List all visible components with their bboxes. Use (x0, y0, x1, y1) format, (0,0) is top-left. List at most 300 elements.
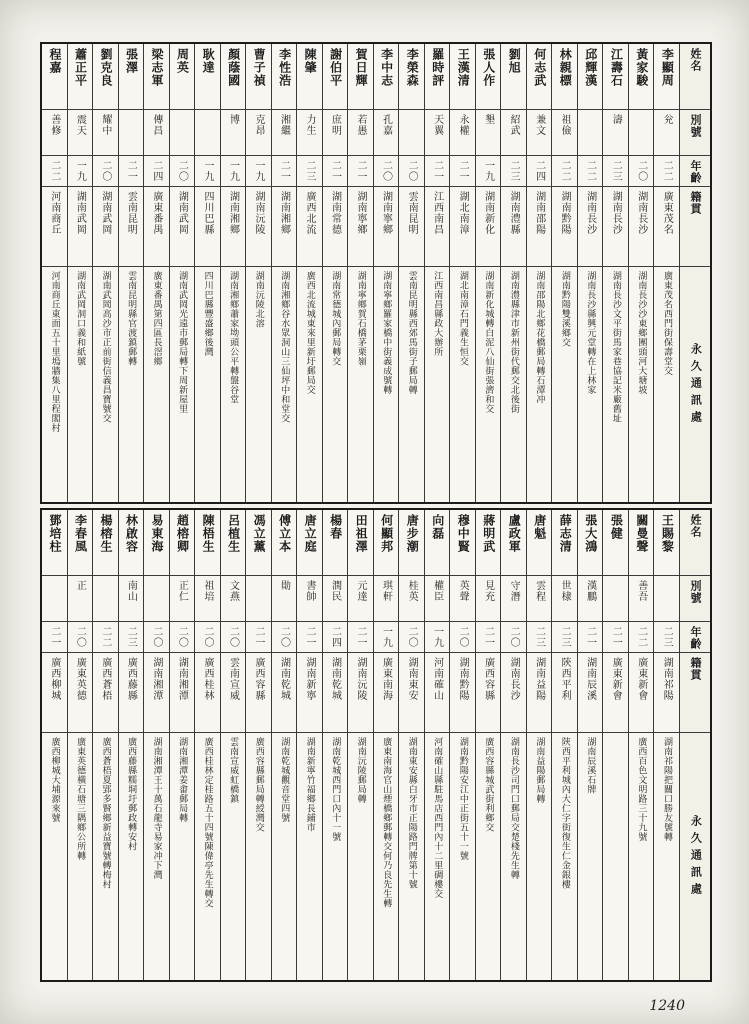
header-age (680, 621, 710, 653)
person-alias (348, 576, 373, 622)
person-column (119, 44, 145, 502)
person-native-place (348, 653, 373, 733)
person-native-place (42, 653, 67, 733)
person-native-place (195, 653, 220, 733)
person-name (93, 510, 118, 576)
person-age-text: 一九 (482, 160, 494, 182)
person-address (476, 733, 501, 980)
person-name-text: 陳肇 (303, 48, 318, 74)
person-name (246, 510, 271, 576)
person-age-text: 二〇 (227, 626, 239, 648)
person-age (425, 155, 450, 187)
person-age (297, 155, 322, 187)
person-native-place (246, 653, 271, 733)
person-alias (144, 576, 169, 622)
person-address-text: 廣西柳城大埔源來號 (49, 737, 60, 823)
person-address-text: 湖南長沙縣興元堂轉在上林家 (585, 271, 596, 395)
person-address (348, 267, 373, 502)
person-native-place-text: 湖南祁陽 (661, 657, 673, 701)
person-native-place (323, 187, 348, 267)
person-alias-text: 兼文 (533, 114, 545, 136)
person-name (272, 44, 297, 110)
person-native-place-text: 湖南黔陽 (559, 191, 571, 235)
person-age-text: 二〇 (406, 626, 418, 648)
person-name-text: 蕭正平 (73, 48, 88, 87)
person-alias (119, 110, 144, 156)
person-column (93, 510, 119, 980)
person-alias (578, 110, 603, 156)
person-native-place-text: 湖南沅陵 (355, 657, 367, 701)
person-alias-text: 桂英 (406, 580, 418, 602)
person-name (246, 44, 271, 110)
person-address-text: 湖南乾城觀音堂四號 (279, 737, 290, 823)
person-name-text: 林啟容 (124, 514, 139, 553)
person-name (450, 510, 475, 576)
person-alias (170, 576, 195, 622)
person-native-place (654, 187, 679, 267)
person-column (246, 510, 272, 980)
person-address-text: 湖南湘潭姜畬郵局轉 (177, 737, 188, 823)
person-name-text: 傅立本 (277, 514, 292, 553)
person-native-place-text: 廣東番禺 (150, 191, 162, 235)
person-alias-text: 權臣 (431, 580, 443, 602)
person-age (272, 155, 297, 187)
person-name-text: 羅時評 (430, 48, 445, 87)
person-address-text: 湖南黔陽雙溪鄉交 (559, 271, 570, 347)
person-age (501, 621, 526, 653)
person-age (578, 621, 603, 653)
person-address-text: 廣東茂名西門街保壽堂交 (661, 271, 672, 376)
person-age (246, 621, 271, 653)
person-name-text: 梁志軍 (150, 48, 165, 87)
person-age (476, 621, 501, 653)
person-column (144, 510, 170, 980)
person-name (501, 510, 526, 576)
person-column (476, 510, 502, 980)
person-address (552, 733, 577, 980)
person-native-place-text: 廣西桂林 (201, 657, 213, 701)
person-age-text: 一九 (74, 160, 86, 182)
person-address-text: 湖南辰溪石牌 (585, 737, 596, 794)
person-address (93, 267, 118, 502)
person-native-place-text: 廣東新會 (610, 657, 622, 701)
person-alias (603, 576, 628, 622)
person-address (323, 267, 348, 502)
person-name-text: 關曼聲 (634, 514, 649, 553)
header-alias-text: 別號 (689, 580, 703, 604)
person-name (272, 510, 297, 576)
person-name-text: 李榮森 (405, 48, 420, 87)
person-native-place (476, 653, 501, 733)
person-age (323, 621, 348, 653)
person-age-text: 二〇 (74, 626, 86, 648)
person-native-place (144, 187, 169, 267)
person-address (425, 733, 450, 980)
person-native-place (527, 187, 552, 267)
person-alias (399, 110, 424, 156)
person-column (348, 510, 374, 980)
person-alias (272, 576, 297, 622)
person-address (246, 267, 271, 502)
row-headers-column (680, 44, 710, 502)
person-name (93, 44, 118, 110)
person-name (323, 44, 348, 110)
person-address (501, 267, 526, 502)
person-address (552, 267, 577, 502)
person-name (195, 44, 220, 110)
person-age-text: 二一 (610, 626, 622, 648)
person-age (603, 155, 628, 187)
person-native-place-text: 湖南武岡 (74, 191, 86, 235)
person-alias-text: 英聲 (457, 580, 469, 602)
person-alias (450, 110, 475, 156)
person-native-place-text: 湖南湘鄉 (227, 191, 239, 235)
person-column (425, 510, 451, 980)
person-name (476, 510, 501, 576)
person-name (42, 510, 67, 576)
person-address-text: 廣西桂林定桂路五十四號陳偉亭先生轉交 (202, 737, 213, 908)
person-alias-text: 文燕 (227, 580, 239, 602)
person-address-text: 廣西容縣郵局轉綬灣交 (253, 737, 264, 832)
person-alias (170, 110, 195, 156)
person-native-place-text: 河南確山 (431, 657, 443, 701)
header-alias (680, 576, 710, 622)
person-age (323, 155, 348, 187)
person-name (603, 44, 628, 110)
person-native-place-text: 廣西容縣 (252, 657, 264, 701)
person-alias (195, 576, 220, 622)
person-address-text: 湖南乾城西門口內十一號 (330, 737, 341, 842)
person-address (603, 733, 628, 980)
person-alias (425, 576, 450, 622)
person-native-place-text: 湖南長沙 (584, 191, 596, 235)
person-age (374, 621, 399, 653)
person-native-place-text: 江西南昌 (431, 191, 443, 235)
person-column (42, 510, 68, 980)
person-alias (93, 110, 118, 156)
person-name (68, 510, 93, 576)
person-age-text: 二〇 (508, 626, 520, 648)
person-native-place (527, 653, 552, 733)
person-native-place (374, 653, 399, 733)
person-name (527, 44, 552, 110)
person-age (476, 155, 501, 187)
person-alias-text: 孔嘉 (380, 114, 392, 136)
person-age-text: 一九 (252, 160, 264, 182)
person-age-text: 二〇 (278, 626, 290, 648)
person-address-text: 雲南宣威虹橋鎮 (228, 737, 239, 804)
person-age-text: 二四 (150, 160, 162, 182)
person-name-text: 向磊 (430, 514, 445, 540)
person-address (527, 267, 552, 502)
person-column (476, 44, 502, 502)
person-name-text: 唐魁 (532, 514, 547, 540)
person-name (144, 44, 169, 110)
person-address-text: 江西南昌縣政大辦所 (432, 271, 443, 357)
person-address (68, 733, 93, 980)
person-native-place-text: 湖南東安 (406, 657, 418, 701)
person-alias-text: 耀中 (99, 114, 111, 136)
person-alias (221, 576, 246, 622)
person-name-text: 邱輝漢 (583, 48, 598, 87)
person-address (425, 267, 450, 502)
person-native-place-text: 雲南宣威 (227, 657, 239, 701)
person-age (119, 621, 144, 653)
person-native-place (68, 653, 93, 733)
directory-band-bottom (40, 508, 712, 982)
person-alias-text: 祖儉 (559, 114, 571, 136)
person-alias (221, 110, 246, 156)
person-native-place (195, 187, 220, 267)
person-alias (119, 576, 144, 622)
person-name (119, 510, 144, 576)
person-column (323, 510, 349, 980)
person-address (297, 733, 322, 980)
header-name-text: 姓名 (689, 514, 703, 538)
person-address (603, 267, 628, 502)
person-name-text: 王漢清 (456, 48, 471, 87)
person-name-text: 陳梧生 (201, 514, 216, 553)
directory-band-top (40, 42, 712, 504)
directory-table (40, 42, 712, 982)
person-alias (603, 110, 628, 156)
person-age (93, 155, 118, 187)
person-alias-text: 傳昌 (150, 114, 162, 136)
person-name-text: 周英 (175, 48, 190, 74)
person-native-place (170, 187, 195, 267)
person-name-text: 馮立薰 (252, 514, 267, 553)
person-native-place-text: 湖南湘鄉 (278, 191, 290, 235)
person-name-text: 顏蔭國 (226, 48, 241, 87)
person-name-text: 盧政軍 (507, 514, 522, 553)
person-age-text: 二〇 (635, 160, 647, 182)
person-age-text: 二三 (610, 160, 622, 182)
person-address (144, 733, 169, 980)
person-native-place-text: 湖南常德 (329, 191, 341, 235)
person-column (578, 510, 604, 980)
person-name (297, 510, 322, 576)
person-alias (68, 576, 93, 622)
person-native-place-text: 湖南沅陵 (252, 191, 264, 235)
person-alias-text: 潤民 (329, 580, 341, 602)
person-age-text: 二〇 (201, 626, 213, 648)
person-name-text: 李性浩 (277, 48, 292, 87)
person-name (221, 44, 246, 110)
person-native-place (629, 187, 654, 267)
person-native-place (170, 653, 195, 733)
person-age-text: 二一 (355, 160, 367, 182)
person-native-place-text: 湖南長沙 (508, 657, 520, 701)
person-name (552, 510, 577, 576)
person-alias-text: 震天 (74, 114, 86, 136)
person-address (629, 733, 654, 980)
person-age (93, 621, 118, 653)
person-native-place-text: 湖南長沙 (635, 191, 647, 235)
person-address-text: 廣西百色文明路三十九號 (636, 737, 647, 842)
person-address (42, 733, 67, 980)
person-native-place (450, 653, 475, 733)
person-alias-text: 世棣 (559, 580, 571, 602)
header-age-text: 年齡 (689, 626, 703, 650)
person-address-text: 湖南祁陽把關口勝友號轉 (661, 737, 672, 842)
person-age (42, 155, 67, 187)
person-address-text: 陝西平利城內大仁字街復生仁金銀樓 (559, 737, 570, 889)
person-native-place-text: 湖南新化 (482, 191, 494, 235)
person-name (527, 510, 552, 576)
person-address (68, 267, 93, 502)
person-native-place-text: 湖南邵陽 (533, 191, 545, 235)
person-age-text: 二一 (125, 160, 137, 182)
person-age-text: 二三 (304, 160, 315, 182)
person-name-text: 程嘉 (47, 48, 62, 74)
header-native-text: 籍貫 (689, 191, 703, 215)
person-address (323, 733, 348, 980)
person-name (654, 510, 679, 576)
person-age-text: 一九 (431, 626, 443, 648)
person-native-place (144, 653, 169, 733)
person-native-place-text: 湖南武岡 (99, 191, 111, 235)
person-native-place-text: 雲南昆明 (125, 191, 137, 235)
person-alias-text: 克昂 (252, 114, 264, 136)
person-address-text: 湖北南漳石門義生恒交 (457, 271, 468, 366)
person-native-place (42, 187, 67, 267)
person-alias-text: 博 (227, 114, 239, 125)
row-headers-column (680, 510, 710, 980)
person-age (399, 621, 424, 653)
person-name (654, 44, 679, 110)
person-address-text: 四川巴縣豐盛鄉後灣 (202, 271, 213, 357)
person-column (629, 510, 655, 980)
person-age-text: 二一 (482, 626, 494, 648)
person-address (450, 733, 475, 980)
person-name (348, 44, 373, 110)
person-address (246, 733, 271, 980)
person-address (629, 267, 654, 502)
person-native-place (93, 653, 118, 733)
person-column (527, 44, 553, 502)
person-native-place (323, 653, 348, 733)
person-alias-text: 力生 (304, 114, 315, 136)
person-address (144, 267, 169, 502)
person-age-text: 二四 (533, 160, 545, 182)
person-name-text: 劉旭 (507, 48, 522, 74)
person-address-text: 廣西藤縣糯垌圩郵政轉安村 (126, 737, 137, 851)
header-native (680, 187, 710, 267)
person-native-place-text: 湖南益陽 (533, 657, 545, 701)
person-native-place-text: 湖南乾城 (329, 657, 341, 701)
person-alias-text: 兊 (661, 114, 673, 125)
person-address (119, 267, 144, 502)
person-address (578, 267, 603, 502)
person-address-text: 湖南寧鄉羅家橋中街義成號轉 (381, 271, 392, 395)
person-age-text: 一九 (380, 626, 392, 648)
person-alias-text: 善吾 (635, 580, 647, 602)
person-native-place (578, 653, 603, 733)
header-age (680, 155, 710, 187)
person-alias-text: 墾 (482, 114, 494, 125)
person-alias (552, 110, 577, 156)
person-native-place (654, 653, 679, 733)
person-native-place-text: 湖南澧縣 (508, 191, 520, 235)
person-alias-text: 祖培 (201, 580, 213, 602)
person-age-text: 二三 (559, 626, 571, 648)
person-name-text: 黃家駿 (634, 48, 649, 87)
person-native-place (374, 187, 399, 267)
person-address (399, 267, 424, 502)
person-age (552, 621, 577, 653)
person-column (144, 44, 170, 502)
person-name-text: 鄧培柱 (47, 514, 62, 553)
person-age-text: 二〇 (457, 626, 469, 648)
person-native-place (450, 187, 475, 267)
person-name (323, 510, 348, 576)
person-name-text: 李顯周 (660, 48, 675, 87)
person-address-text: 湖南長沙文平街馬家巷協記米廠舊址 (610, 271, 621, 423)
person-age (348, 621, 373, 653)
person-alias-text: 若愚 (355, 114, 367, 136)
person-age-text: 二二 (559, 160, 571, 182)
person-column (374, 510, 400, 980)
person-age (552, 155, 577, 187)
person-column (297, 44, 323, 502)
person-native-place (425, 653, 450, 733)
person-column (272, 510, 298, 980)
person-alias (297, 110, 322, 156)
person-name-text: 何顯邦 (379, 514, 394, 553)
person-name (578, 44, 603, 110)
person-native-place (501, 187, 526, 267)
person-address-text: 雲南昆明縣西郊馬街子郵局轉 (406, 271, 417, 395)
person-column (552, 510, 578, 980)
person-address-text: 湖南東安縣白牙市正陽路門牌第十號 (406, 737, 417, 889)
person-age-text: 二二 (99, 626, 111, 648)
person-alias (476, 576, 501, 622)
person-native-place (399, 653, 424, 733)
person-alias-text: 漢鵬 (584, 580, 596, 602)
person-name-text: 呂植生 (226, 514, 241, 553)
person-column (297, 510, 323, 980)
person-alias-text: 琪軒 (380, 580, 392, 602)
person-address (297, 267, 322, 502)
person-native-place-text: 廣東新會 (635, 657, 647, 701)
person-address-text: 湖南常德城內郵局轉交 (330, 271, 341, 366)
person-age (42, 621, 67, 653)
person-age-text: 二一 (584, 626, 596, 648)
person-age-text: 二一 (355, 626, 367, 648)
person-age (68, 155, 93, 187)
person-name-text: 易東海 (150, 514, 165, 553)
person-alias-text: 正 (74, 580, 86, 591)
person-name-text: 楊春 (328, 514, 343, 540)
person-age-text: 二一 (48, 626, 60, 648)
person-alias (629, 110, 654, 156)
person-age (425, 621, 450, 653)
person-alias (578, 576, 603, 622)
person-age-text: 二一 (431, 160, 443, 182)
header-address (680, 267, 710, 502)
person-alias-text: 天翼 (431, 114, 443, 136)
person-name (425, 44, 450, 110)
person-address (374, 267, 399, 502)
person-name-text: 張健 (609, 514, 624, 540)
person-name-text: 耿達 (201, 48, 216, 74)
person-address-text: 湖南長沙沙東鄉團頭河大塘坡 (636, 271, 647, 395)
person-name-text: 薛志清 (558, 514, 573, 553)
person-age-text: 二〇 (406, 160, 418, 182)
person-column (629, 44, 655, 502)
person-age (144, 155, 169, 187)
person-age-text: 一九 (227, 160, 239, 182)
